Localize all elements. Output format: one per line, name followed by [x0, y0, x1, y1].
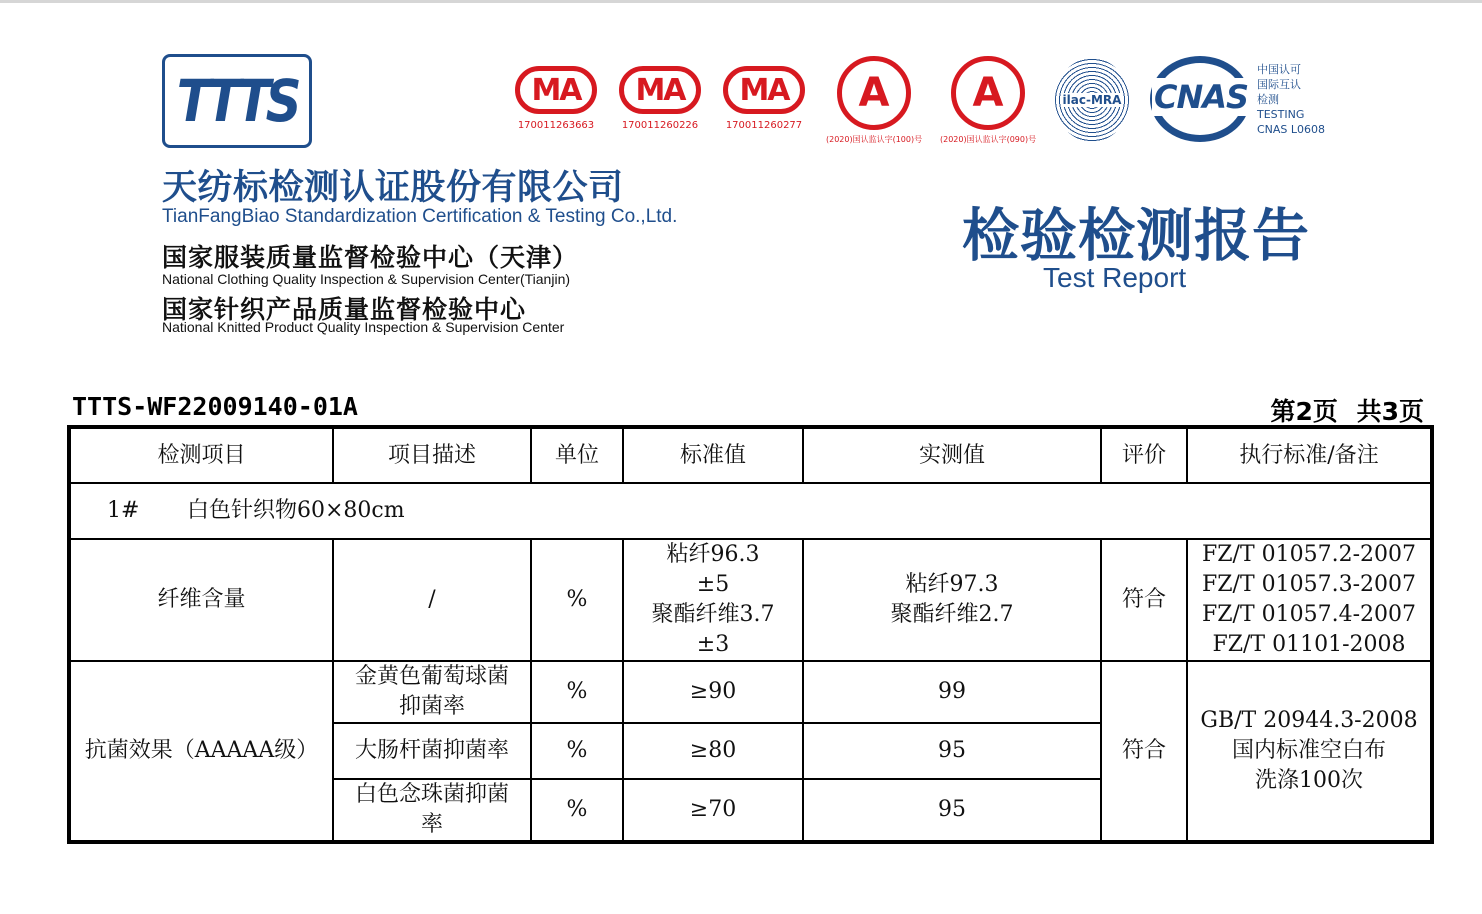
cnas-side-line: CNAS L0608 — [1257, 123, 1326, 136]
standard-line: FZ/T 01057.2-2007 — [1201, 542, 1417, 567]
report-number: TTTS-WF22009140-01A — [72, 392, 358, 421]
cnas-side-line: TESTING — [1257, 108, 1305, 121]
knitted-center-name-en: National Knitted Product Quality Inspection & Supervision Center — [162, 319, 565, 335]
cnas-side-line: 检测 — [1257, 93, 1279, 106]
header-row — [69, 427, 1432, 483]
cma-icon: MA — [515, 66, 597, 114]
standard-line: FZ/T 01057.3-2007 — [1201, 572, 1417, 597]
cma-badge-1 — [515, 66, 597, 131]
item-description-line: 白色念珠菌抑菌 — [354, 782, 509, 807]
cma-number: 170011260277 — [725, 120, 803, 131]
measured-value-line: 聚酯纤维2.7 — [890, 602, 1014, 627]
ttts-logo-text: TTTS — [177, 67, 297, 135]
column-header: 实测值 — [803, 427, 1101, 483]
item-description-line: 率 — [420, 812, 443, 837]
clothing-center-name-cn: 国家服装质量监督检验中心（天津） — [162, 243, 579, 272]
cma-badge-3 — [723, 66, 805, 131]
standard-value-line: 聚酯纤维3.7 — [651, 602, 775, 627]
standard-remark-cell — [1187, 539, 1432, 661]
standard-remark-cell — [1187, 661, 1432, 842]
standard-value-line: ±3 — [696, 632, 730, 657]
measured-value-cell: 99 — [803, 661, 1101, 723]
standard-value-cell: ≥80 — [623, 723, 803, 779]
cal-icon: A — [837, 56, 911, 130]
cal-number: (2020)国认监认字(090)号 — [940, 135, 1037, 144]
column-header: 标准值 — [623, 427, 803, 483]
cma-badge-2 — [619, 66, 701, 131]
cnas-side-line: 中国认可 — [1257, 63, 1301, 76]
item-description — [333, 661, 531, 723]
cma-number: 170011260226 — [621, 120, 699, 131]
standard-line: FZ/T 01101-2008 — [1212, 632, 1406, 657]
standard-value-cell: ≥90 — [623, 661, 803, 723]
unit-cell: % — [531, 539, 623, 661]
item-description-line: 金黄色葡萄球菌 — [354, 664, 509, 689]
ilac-mra-icon — [1055, 58, 1129, 142]
standard-line: 国内标准空白布 — [1231, 738, 1386, 763]
column-header: 项目描述 — [333, 427, 531, 483]
column-header: 检测项目 — [69, 427, 333, 483]
measured-value-cell: 95 — [803, 723, 1101, 779]
standard-value-cell — [623, 539, 803, 661]
column-header: 单位 — [531, 427, 623, 483]
sample-row — [69, 483, 1432, 539]
unit-cell: % — [531, 779, 623, 842]
unit-cell: % — [531, 723, 623, 779]
report-title-cn: 检验检测报告 — [962, 202, 1310, 269]
standard-line: GB/T 20944.3-2008 — [1200, 708, 1418, 733]
test-item: 纤维含量 — [69, 539, 333, 661]
company-name-cn: 天纺标检测认证股份有限公司 — [162, 168, 624, 208]
clothing-center-name-en: National Clothing Quality Inspection & Supervision Center(Tianjin) — [162, 271, 571, 287]
measured-value-cell: 95 — [803, 779, 1101, 842]
test-item: 抗菌效果（AAAAA级） — [69, 661, 333, 842]
column-header: 评价 — [1101, 427, 1187, 483]
standard-value-line: ±5 — [696, 572, 730, 597]
cnas-side-line: 国际互认 — [1257, 78, 1301, 91]
cma-icon: MA — [619, 66, 701, 114]
measured-value-cell — [803, 539, 1101, 661]
company-name-en: TianFangBiao Standardization Certification & Testing Co.,Ltd. — [162, 206, 678, 227]
cnas-text: CNAS — [1154, 78, 1249, 116]
standard-line: 洗涤100次 — [1255, 768, 1363, 793]
sample-cell — [69, 483, 1432, 539]
sample-number: 1# — [107, 498, 140, 523]
cma-icon: MA — [723, 66, 805, 114]
top-border-line — [0, 0, 1482, 3]
cma-number: 170011263663 — [517, 120, 595, 131]
item-description: 大肠杆菌抑菌率 — [333, 723, 531, 779]
standard-value-line: 粘纤96.3 — [666, 542, 760, 567]
results-table — [67, 425, 1434, 844]
antibacterial-row-1 — [69, 661, 1432, 723]
knitted-center-name-cn: 国家针织产品质量监督检验中心 — [162, 295, 527, 324]
sample-description: 白色针织物60×80cm — [187, 498, 405, 523]
standard-value-cell: ≥70 — [623, 779, 803, 842]
evaluation-cell: 符合 — [1101, 539, 1187, 661]
item-description: / — [333, 539, 531, 661]
cnas-side-text — [1257, 62, 1325, 137]
ttts-logo — [162, 54, 312, 148]
page-indicator: 第2页 共3页 — [1270, 397, 1424, 426]
report-title-en: Test Report — [1043, 262, 1187, 293]
unit-cell: % — [531, 661, 623, 723]
measured-value-line: 粘纤97.3 — [905, 572, 999, 597]
fiber-content-row — [69, 539, 1432, 661]
cnas-badge — [1150, 56, 1340, 146]
cal-icon: A — [951, 56, 1025, 130]
cal-badge-1 — [826, 56, 922, 145]
standard-line: FZ/T 01057.4-2007 — [1201, 602, 1417, 627]
cal-number: (2020)国认监认字(100)号 — [826, 135, 923, 144]
evaluation-cell: 符合 — [1101, 661, 1187, 842]
item-description — [333, 779, 531, 842]
item-description-line: 抑菌率 — [398, 694, 465, 719]
ilac-mra-text: ilac-MRA — [1062, 93, 1122, 107]
cal-badge-2 — [940, 56, 1036, 145]
column-header: 执行标准/备注 — [1187, 427, 1432, 483]
